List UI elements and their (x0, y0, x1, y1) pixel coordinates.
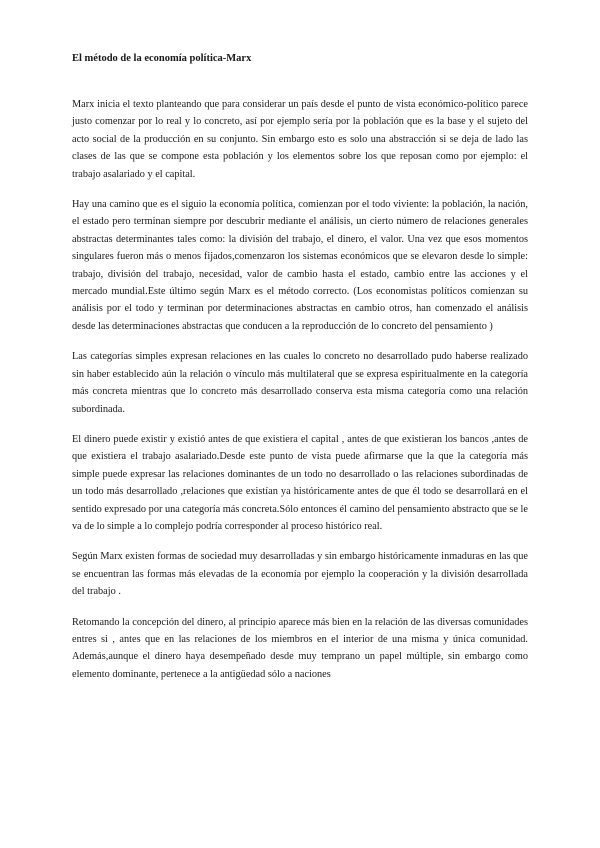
paragraph-3: Las categorías simples expresan relaciones en las cuales lo concreto no desarrollado pudo haberse realizado sin haber establecido aún la relación o vínculo más multilateral que se expresa espiritualmente en la categoría más concreta mientras que lo concreto más desarrollado conserva esta misma categoría como una relación subordinada. (72, 351, 528, 415)
paragraph-5: Según Marx existen formas de sociedad muy desarrolladas y sin embargo históricamente inmaduras en las que se encuentran las formas más elevadas de la economía por ejemplo la cooperación y la división desarrollada del trabajo . (72, 551, 528, 598)
document-body (72, 52, 528, 696)
paragraph-1: Marx inicia el texto planteando que para considerar un país desde el punto de vista económico-político parece justo comenzar por lo real y lo concreto, así por ejemplo sería por la población que es la base y el sujeto del acto social de la producción en su conjunto. Sin embargo esto es solo una abstracción si se deja de lado las clases de las que se compone esta población y los elementos sobre los que reposan como por ejemplo: el trabajo asalariado y el capital. (72, 99, 528, 180)
paragraph-4: El dinero puede existir y existió antes de que existiera el capital , antes de que existieran los bancos ,antes de que existiera el trabajo asalariado.Desde este punto de vista puede afirmarse que la que la categoría más simple puede expresar las relaciones dominantes de un todo no desarrollado o las relaciones subordinadas de un todo más desarrollado ,relaciones que existían ya históricamente antes de que él todo se desarrollará en el sentido expresado por una categoría más concreta.Sólo entonces él camino del pensamiento abstracto que se le va de lo simple a lo complejo podría corresponder al proceso histórico real. (72, 433, 528, 532)
paragraph-6: Retomando la concepción del dinero, al principio aparece más bien en la relación de las diversas comunidades entres si , antes que en las relaciones de los miembros en el interior de una misma y única comunidad. Además,aunque el dinero haya desempeñado desde muy temprano un papel múltiple, sin embargo como elemento dominante, pertenece a la antigüedad sólo a naciones (72, 616, 528, 680)
paragraph-2: Hay una camino que es el siguio la economía política, comienzan por el todo viviente: la población, la nación, el estado pero terminan siempre por descubrir mediante el análisis, un cierto número de relaciones generales abstractas determinantes tales como: la división del trabajo, el dinero, el valor. Una vez que esos momentos singulares fueron más o menos fijados,comenzaron los sistemas económicos que se elevaron desde lo simple: trabajo, división del trabajo, necesidad, valor de cambio hasta el estado, cambio entre las acciones y el mercado mundial.Este último según Marx es el método correcto. (Los economistas políticos comienzan su análisis por el todo y terminan por determinaciones abstractas en cambio otros, han comenzado el análisis desde las determinaciones abstractas que conducen a la reproducción de lo concreto del pensamiento ) (72, 199, 528, 332)
document-title: El método de la economía política-Marx (72, 53, 252, 64)
